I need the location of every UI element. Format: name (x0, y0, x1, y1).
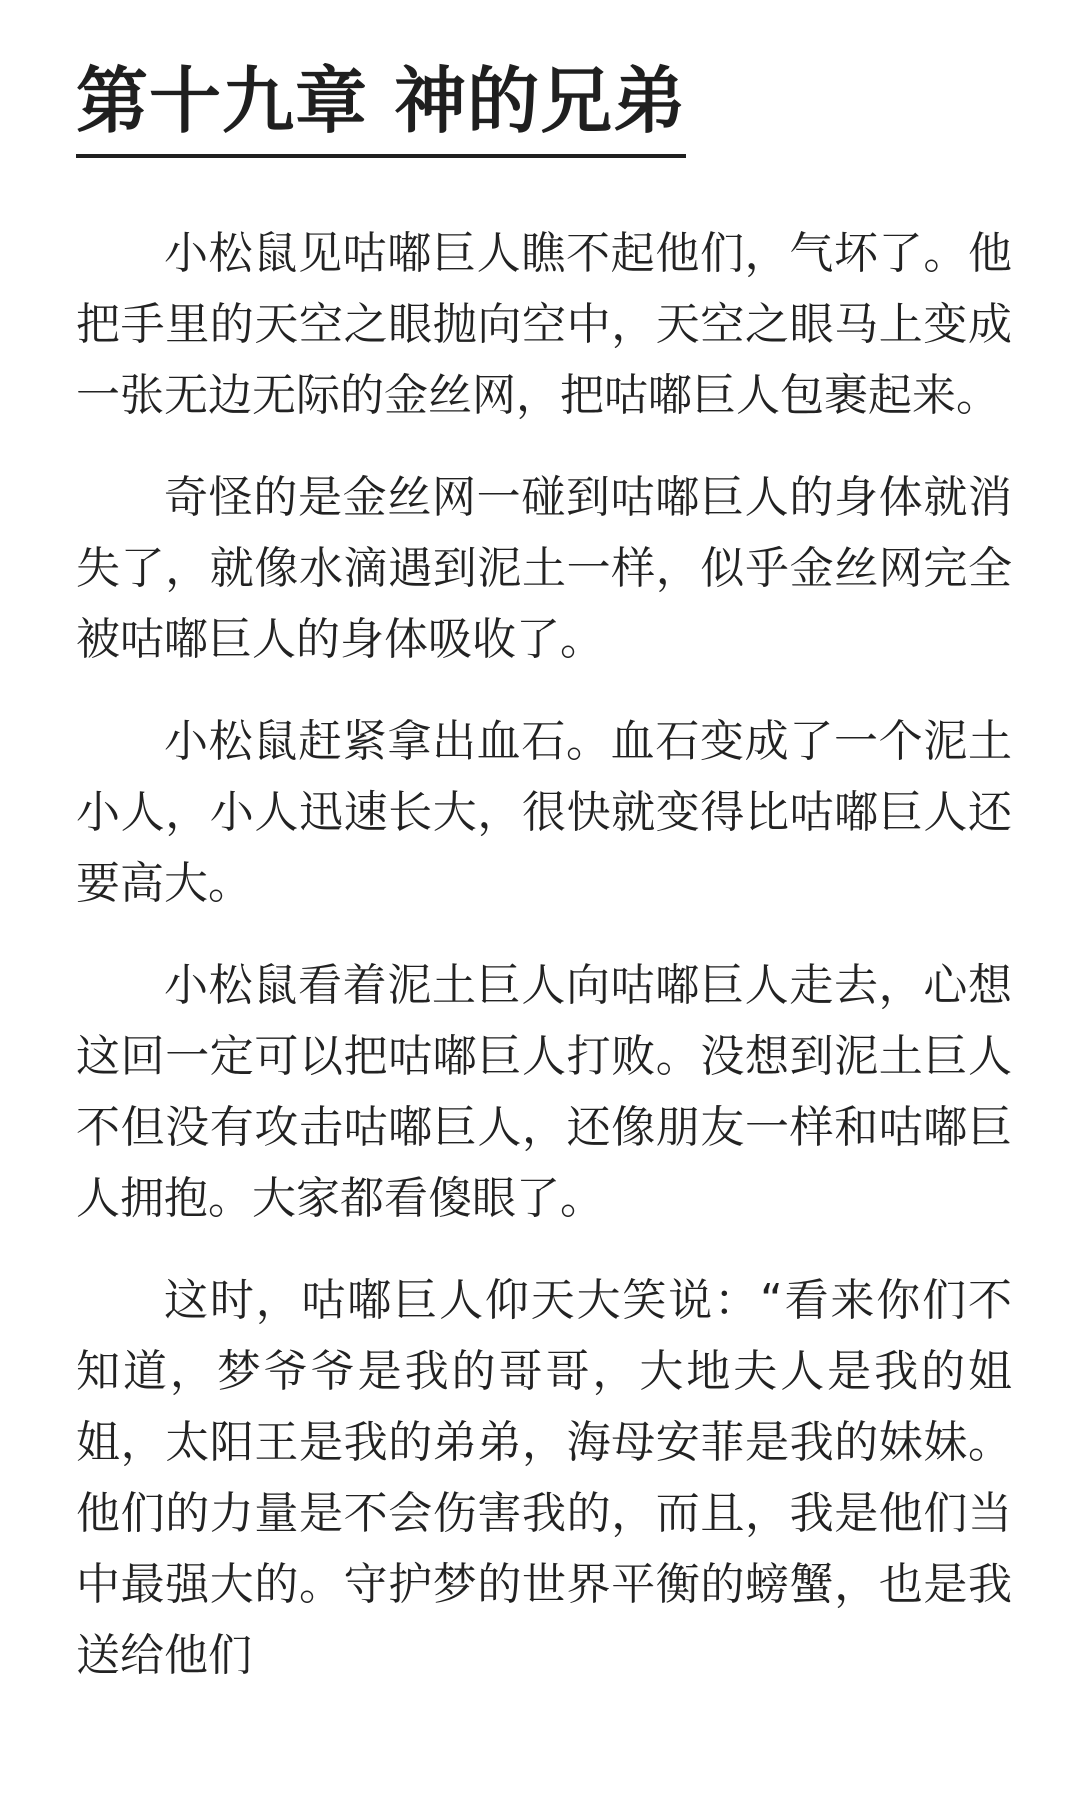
chapter-body (76, 218, 1012, 1722)
chapter-title: 第十九章 神的兄弟 (76, 56, 686, 158)
paragraph-4: 小松鼠看着泥土巨人向咕嘟巨人走去，心想这回一定可以把咕嘟巨人打败。没想到泥土巨人不但没有攻击咕嘟巨人，还像朋友一样和咕嘟巨人拥抱。大家都看傻眼了。 (76, 960, 1012, 1224)
paragraph-5: 这时，咕嘟巨人仰天大笑说：“看来你们不知道，梦爷爷是我的哥哥，大地夫人是我的姐姐，太阳王是我的弟弟，海母安菲是我的妹妹。他们的力量是不会伤害我的，而且，我是他们当中最强大的。守护梦的世界平衡的螃蟹，也是我送给他们 (76, 1275, 1012, 1681)
paragraph-2: 奇怪的是金丝网一碰到咕嘟巨人的身体就消失了，就像水滴遇到泥土一样，似乎金丝网完全被咕嘟巨人的身体吸收了。 (76, 472, 1012, 665)
paragraph-3: 小松鼠赶紧拿出血石。血石变成了一个泥土小人，小人迅速长大，很快就变得比咕嘟巨人还要高大。 (76, 716, 1012, 909)
paragraph-1: 小松鼠见咕嘟巨人瞧不起他们，气坏了。他把手里的天空之眼抛向空中，天空之眼马上变成一张无边无际的金丝网，把咕嘟巨人包裹起来。 (76, 228, 1012, 421)
